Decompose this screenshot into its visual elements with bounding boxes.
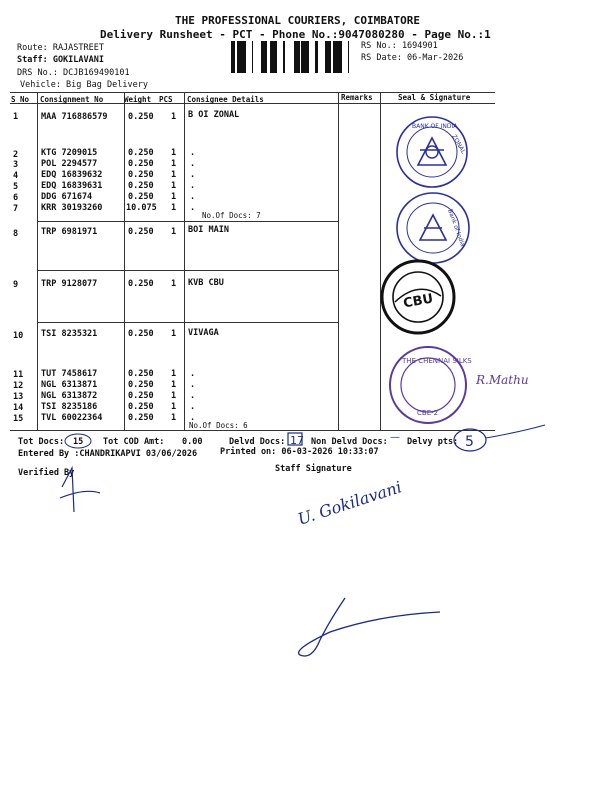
tot-cod-value: 0.00	[182, 437, 203, 447]
group-doc-count: No.Of Docs: 6	[189, 421, 248, 430]
row-weight: 0.250	[128, 112, 154, 122]
non-delivered-mark: —	[390, 432, 400, 443]
row-pcs: 1	[171, 402, 177, 412]
row-consignment: TUT 7458617	[41, 369, 98, 379]
row-consignment: EDQ 16839631	[41, 181, 103, 191]
rs-date: RS Date: 06-Mar-2026	[361, 53, 464, 63]
bottom-signature	[299, 598, 440, 656]
staff-signature-label: Staff Signature	[275, 464, 352, 474]
row-consignee: B OI ZONAL	[188, 110, 240, 120]
row-consignment: DDG 671674	[41, 192, 93, 202]
row-sno: 11	[13, 370, 24, 380]
delvy-pts-label: Delvy pts:	[407, 437, 459, 447]
row-weight: 0.250	[128, 170, 154, 180]
row-sno: 13	[13, 392, 24, 402]
printed-on: Printed on: 06-03-2026 10:33:07	[220, 447, 379, 457]
row-pcs: 1	[171, 192, 177, 202]
row-pcs: 1	[171, 380, 177, 390]
row-consignee: .	[190, 413, 196, 423]
row-consignment: TVL 60022364	[41, 413, 103, 423]
entered-by: Entered By :CHANDRIKAPVI 03/06/2026	[18, 449, 198, 459]
row-consignment: EDQ 16839632	[41, 170, 103, 180]
row-sno: 9	[13, 280, 19, 290]
col-header-remarks: Remarks	[341, 93, 373, 102]
row-consignment: NGL 6313871	[41, 380, 98, 390]
row-consignment: KRR 30193260	[41, 203, 103, 213]
kvb-cbu-stamp	[382, 261, 454, 333]
row-consignee: .	[190, 170, 196, 180]
row-pcs: 1	[171, 329, 177, 339]
row-consignment: KTG 7209015	[41, 148, 98, 158]
row-pcs: 1	[171, 203, 177, 213]
row-pcs: 1	[171, 369, 177, 379]
col-header-sno: S No	[11, 95, 30, 104]
svg-text:ZONAL: ZONAL	[450, 133, 467, 155]
verified-by-label: Verified By	[18, 468, 75, 478]
row-pcs: 1	[171, 227, 177, 237]
tot-docs-value: 15	[73, 437, 84, 447]
circle-mark	[65, 434, 91, 448]
delvd-docs-label: Delvd Docs:	[229, 437, 286, 447]
row-consignee: .	[190, 203, 196, 213]
non-delvd-label: Non Delvd Docs:	[311, 437, 388, 447]
company-title: THE PROFESSIONAL COURIERS, COIMBATORE	[175, 14, 421, 27]
row-consignment: TSI 8235321	[41, 329, 98, 339]
row-pcs: 1	[171, 148, 177, 158]
row-consignment: MAA 716886579	[41, 112, 108, 122]
row-pcs: 1	[171, 159, 177, 169]
svg-text:17: 17	[290, 434, 304, 447]
svg-text:CBU: CBU	[402, 291, 435, 312]
bank-of-india-zonal-stamp	[397, 117, 467, 187]
vehicle-label: Vehicle: Big Bag Delivery	[20, 80, 148, 90]
row-consignment: TRP 9128077	[41, 279, 98, 289]
delivered-docs-mark	[288, 433, 304, 447]
row-pcs: 1	[171, 279, 177, 289]
row-weight: 10.075	[126, 203, 157, 213]
row-consignee: BOI MAIN	[188, 225, 229, 235]
row-weight: 0.250	[128, 413, 154, 423]
col-header-weight: Weight	[124, 95, 152, 104]
row-sno: 5	[13, 182, 19, 192]
row-weight: 0.250	[128, 192, 154, 202]
drs-number: DRS No.: DCJB169490101	[17, 68, 130, 78]
row-consignee: .	[190, 148, 196, 158]
group-doc-count: No.Of Docs: 7	[202, 211, 261, 220]
tot-cod-label: Tot COD Amt:	[103, 437, 165, 447]
svg-text:Bank of India: Bank of India	[446, 208, 467, 248]
row-weight: 0.250	[128, 181, 154, 191]
row-sno: 6	[13, 193, 19, 203]
recipient-signature: R.Mathu	[476, 373, 529, 387]
row-sno: 15	[13, 414, 24, 424]
row-weight: 0.250	[128, 369, 154, 379]
row-weight: 0.250	[128, 159, 154, 169]
verified-signature	[60, 468, 100, 512]
row-weight: 0.250	[128, 279, 154, 289]
row-sno: 1	[13, 112, 19, 122]
route-label: Route: RAJASTREET	[17, 43, 104, 53]
rs-number: RS No.: 1694901	[361, 41, 438, 51]
row-sno: 10	[13, 331, 24, 341]
tot-docs-label: Tot Docs:	[18, 437, 65, 447]
row-weight: 0.250	[128, 148, 154, 158]
row-weight: 0.250	[128, 329, 154, 339]
row-consignee: .	[190, 369, 196, 379]
row-sno: 14	[13, 403, 24, 413]
row-pcs: 1	[171, 391, 177, 401]
svg-text:CBE-2: CBE-2	[417, 409, 439, 417]
row-pcs: 1	[171, 413, 177, 423]
row-sno: 3	[13, 160, 19, 170]
row-sno: 8	[13, 229, 19, 239]
row-pcs: 1	[171, 181, 177, 191]
runsheet-subtitle: Delivery Runsheet - PCT - Phone No.:9047080280 - Page No.:1	[100, 28, 491, 41]
row-consignee: .	[190, 192, 196, 202]
bank-of-india-main-stamp	[397, 193, 469, 263]
row-sno: 12	[13, 381, 24, 391]
row-consignee: .	[190, 181, 196, 191]
col-header-seal: Seal & Signature	[398, 93, 471, 102]
row-consignment: NGL 6313872	[41, 391, 98, 401]
row-weight: 0.250	[128, 391, 154, 401]
staff-handwritten-signature: U. Gokilavani	[295, 477, 405, 529]
col-header-consignment: Consignment No	[40, 95, 104, 104]
row-weight: 0.250	[128, 380, 154, 390]
row-consignment: TSI 8235186	[41, 402, 98, 412]
col-header-pcs: PCS	[159, 95, 173, 104]
row-consignee: .	[190, 159, 196, 169]
row-consignee: .	[190, 391, 196, 401]
row-consignment: TRP 6981971	[41, 227, 98, 237]
row-pcs: 1	[171, 170, 177, 180]
svg-text:THE CHENNAI SILKS: THE CHENNAI SILKS	[402, 357, 472, 365]
row-consignee: KVB CBU	[188, 278, 224, 288]
row-weight: 0.250	[128, 402, 154, 412]
row-consignee: .	[190, 380, 196, 390]
row-consignee: .	[190, 402, 196, 412]
delivery-points-mark	[454, 425, 545, 451]
svg-text:BANK OF INDIA: BANK OF INDIA	[412, 123, 458, 130]
col-header-consignee: Consignee Details	[187, 95, 264, 104]
row-consignment: POL 2294577	[41, 159, 98, 169]
chennai-silks-stamp	[390, 347, 472, 423]
row-pcs: 1	[171, 112, 177, 122]
row-sno: 2	[13, 150, 19, 160]
row-weight: 0.250	[128, 227, 154, 237]
svg-text:5: 5	[465, 434, 474, 450]
row-sno: 7	[13, 204, 19, 214]
row-sno: 4	[13, 171, 19, 181]
row-consignee: VIVAGA	[188, 328, 219, 338]
staff-label: Staff: GOKILAVANI	[17, 55, 104, 65]
